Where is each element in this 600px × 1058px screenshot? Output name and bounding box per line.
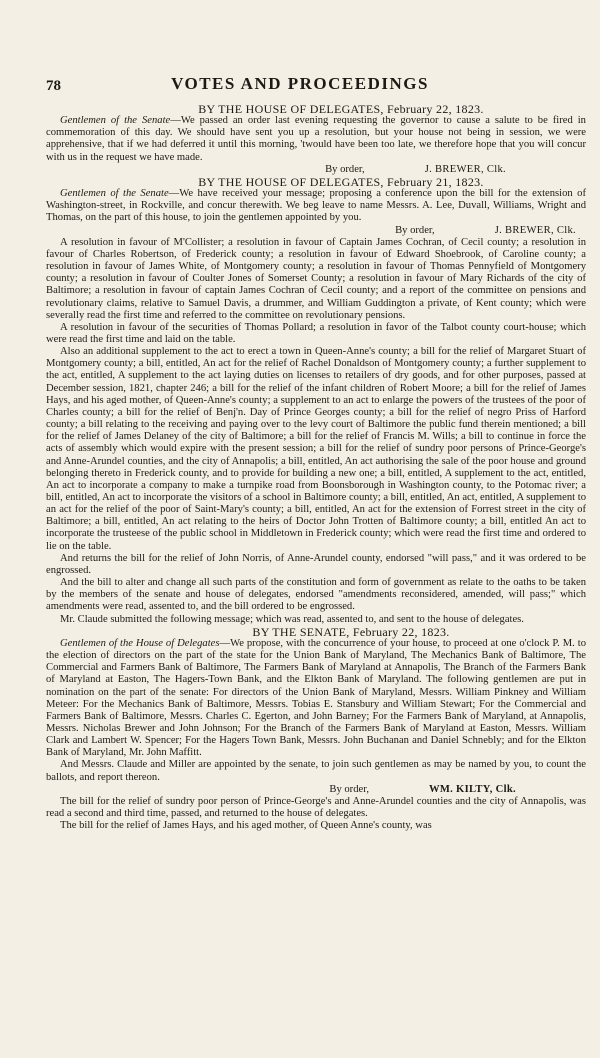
paragraph-text: —We propose, with the concurrence of your house, to proceed at one o'clock P. M. to the election of directors on the part of the state for the Union Bank of Maryland, The Mechanics Bank of Baltimore, The Commercial and Farmers Bank of Baltimore, The Farmers Bank of Maryland at Annapolis, The Branch of the Farmers Bank of Maryland at Easton, The Hagers-Town Bank, and the Elkton Bank of Maryland. The following gentlemen are put in nomination on the part of the senate: For directors of the Union Bank of Maryland, Messrs. William Pinkney and William Meteer: For the Mechanics Bank of Baltimore, Messrs. Tobias E. Stansbury and William Stewart; For the Commercial and Farmers Bank of Baltimore, Messrs. Charles C. Egerton, and John Barney; For the Farmers Bank of Maryland, at Annapolis, Messrs. Nicholas Brewer and John Johnson; For the Branch of the Farmers Bank of Maryland at Easton, Messrs. William Clark and Lambert W. Spencer; For the Hagers Town Bank, Messrs. John Buchanan and Daniel Schnebly; and for the Elkton Bank of Maryland, Mr. John Maffitt. [46,637,586,759]
signature-by: By order, [395,224,435,236]
signature-block [46,225,586,237]
section-heading: BY THE HOUSE OF DELEGATES, February 21, 1823. [198,174,484,189]
paragraph: Mr. Claude submitted the following message; which was read, assented to, and sent to the house of delegates. [60,613,524,625]
salutation: Gentlemen of the House of Delegates [60,637,220,649]
paragraph: The bill for the relief of James Hays, and his aged mother, of Queen Anne's county, was [60,820,432,832]
paragraph: And Messrs. Claude and Miller are appointed by the senate, to join such gentlemen as may be named by you, to count the ballots, and report thereon. [46,759,586,783]
paragraph: The bill for the relief of sundry poor person of Prince-George's and Anne-Arundel counties and the city of Annapolis, was read a second and third time, passed, and returned to the house of delegates. [46,795,586,820]
paragraph-text: —We passed an order last evening requesting the governor to cause a salute to be fired in commemoration of this day. We should have sent you up a resolution, but your house not being in session, we were apprehensive, that if we had deferred it until this morning, 'twould have been too late, we therefore hope that you will concur with us in the request we have made. [46,115,586,163]
salutation: Gentlemen of the Senate [60,115,171,127]
salutation: Gentlemen of the Senate [60,188,169,200]
paragraph: A resolution in favour of the securities of Thomas Pollard; a resolution in favor of the Talbot county court-house; which were read the first time and laid on the table. [46,321,586,345]
paragraph: Also an additional supplement to the act to erect a town in Queen-Anne's county; a bill for the relief of Margaret Stuart of Montgomery county; a bill, entitled, An act for the relief of Rachel Donaldson of Montgomery county; a further supplement to the act, entitled, A supplement to the act laying duties on licenses to retailers of dry goods, and for other purposes, passed at December session, 1821, chapter 246; a bill for the relief of the infant children of Robert Moore; a bill for the relief of James Hays, and his aged mother, of Queen-Anne's county; a supplement to an act to enlarge the powers of the trustees of the poor of Charles county; a bill for the relief of Benj'n. Day of Prince Georges county; a bill for the relief of negro Priss of Harford county; a bill relating to the receiving and paying over to the levy court of Baltimore the public fund therein mentioned; a bill for the relief of James Delaney of the city of Baltimore; a bill for the relief of Francis M. Wills; a bill to continue in force the acts of assembly which would expire with the present session; a bill for the relief of sundry poor persons of Prince-George's and Anne-Arundel counties, and the city of Annapolis; a bill, entitled, An act authorising the sale of the poor house and ground belonging thereto in Frederick county, and to provide for building a new one; a bill, entitled, A supplement to the act, entitled, An act to incorporate a company to make a turnpike road from Boonsborough in Washington county, to the Potomac river; a bill, entitled, An act to incorporate the visitors of a school in Baltimore county; a bill, entitled, An act, entitled, A supplement to an act for the relief of the poor of Saint-Mary's county; a bill, entitled, An act for the extension of Forrest street in the city of Baltimore; a bill, entitled, An act relating to the heirs of Doctor John Trotten of Baltimore county; a bill, entitled An act to incorporate the trusteese of the public school in Middletown in Frederick county; which were read the first time and ordered to lie on the table. [46,346,586,552]
signature-name: J. BREWER, Clk. [494,224,576,236]
paragraph [46,638,586,760]
paragraph: A resolution in favour of M'Collister; a resolution in favour of Captain James Cochran, of Cecil county; a resolution in favour of Charles Robertson, of Frederick county; a resolution in favour of Edward Shoebrook, of Caroline county; a resolution in favour of James White, of Montgomery county; a resolution in favour of Thomas Pennyfield of Montgomery county; a resolution in favour of Coulter Jones of Somerset County; a resolution in favour of Mary Richards of the city of Baltimore; a resolution in favour of captain James Cochran of Cecil county; and a report of the committee on pensions and revolutionary claims, relative to Samuel Davis, a drummer, and William Guddington a private, of Kent county; which were severally read the first time and referred to the committee on revolutionary pensions. [46,236,586,321]
paragraph-text: —We have received your message; proposing a conference upon the bill for the extension of Washington-street, in Rockville, and concur therewith. We beg leave to name Messrs. A. Lee, Duvall, Williams, Wright and Thomas, on the part of this house, to join the gentlemen appointed by you. [46,188,586,224]
page-body [46,103,586,832]
signature-by: By order, [329,783,369,795]
paragraph [46,188,586,224]
section-heading: BY THE SENATE, February 22, 1823. [252,624,450,639]
signature-name: J. BREWER, Clk. [424,163,506,175]
paragraph: And returns the bill for the relief of John Norris, of Anne-Arundel county, endorsed "will pass," and it was ordered to be engrossed. [46,552,586,576]
signature-by: By order, [325,163,365,175]
section-heading: BY THE HOUSE OF DELEGATES, February 22, 1823. [198,102,484,116]
signature-name: WM. KILTY, Clk. [428,783,516,795]
page-number: 78 [46,78,61,94]
paragraph [46,115,586,164]
signature-block [46,784,586,796]
running-header: VOTES AND PROCEEDINGS [171,74,429,93]
paragraph: And the bill to alter and change all such parts of the constitution and form of government as relate to the oaths to be taken by the members of the senate and house of delegates, endorsed "amendments reconsidered, amended, will pass;" which amendments were read, assented to, and the bill ordered to be engrossed. [46,577,586,613]
